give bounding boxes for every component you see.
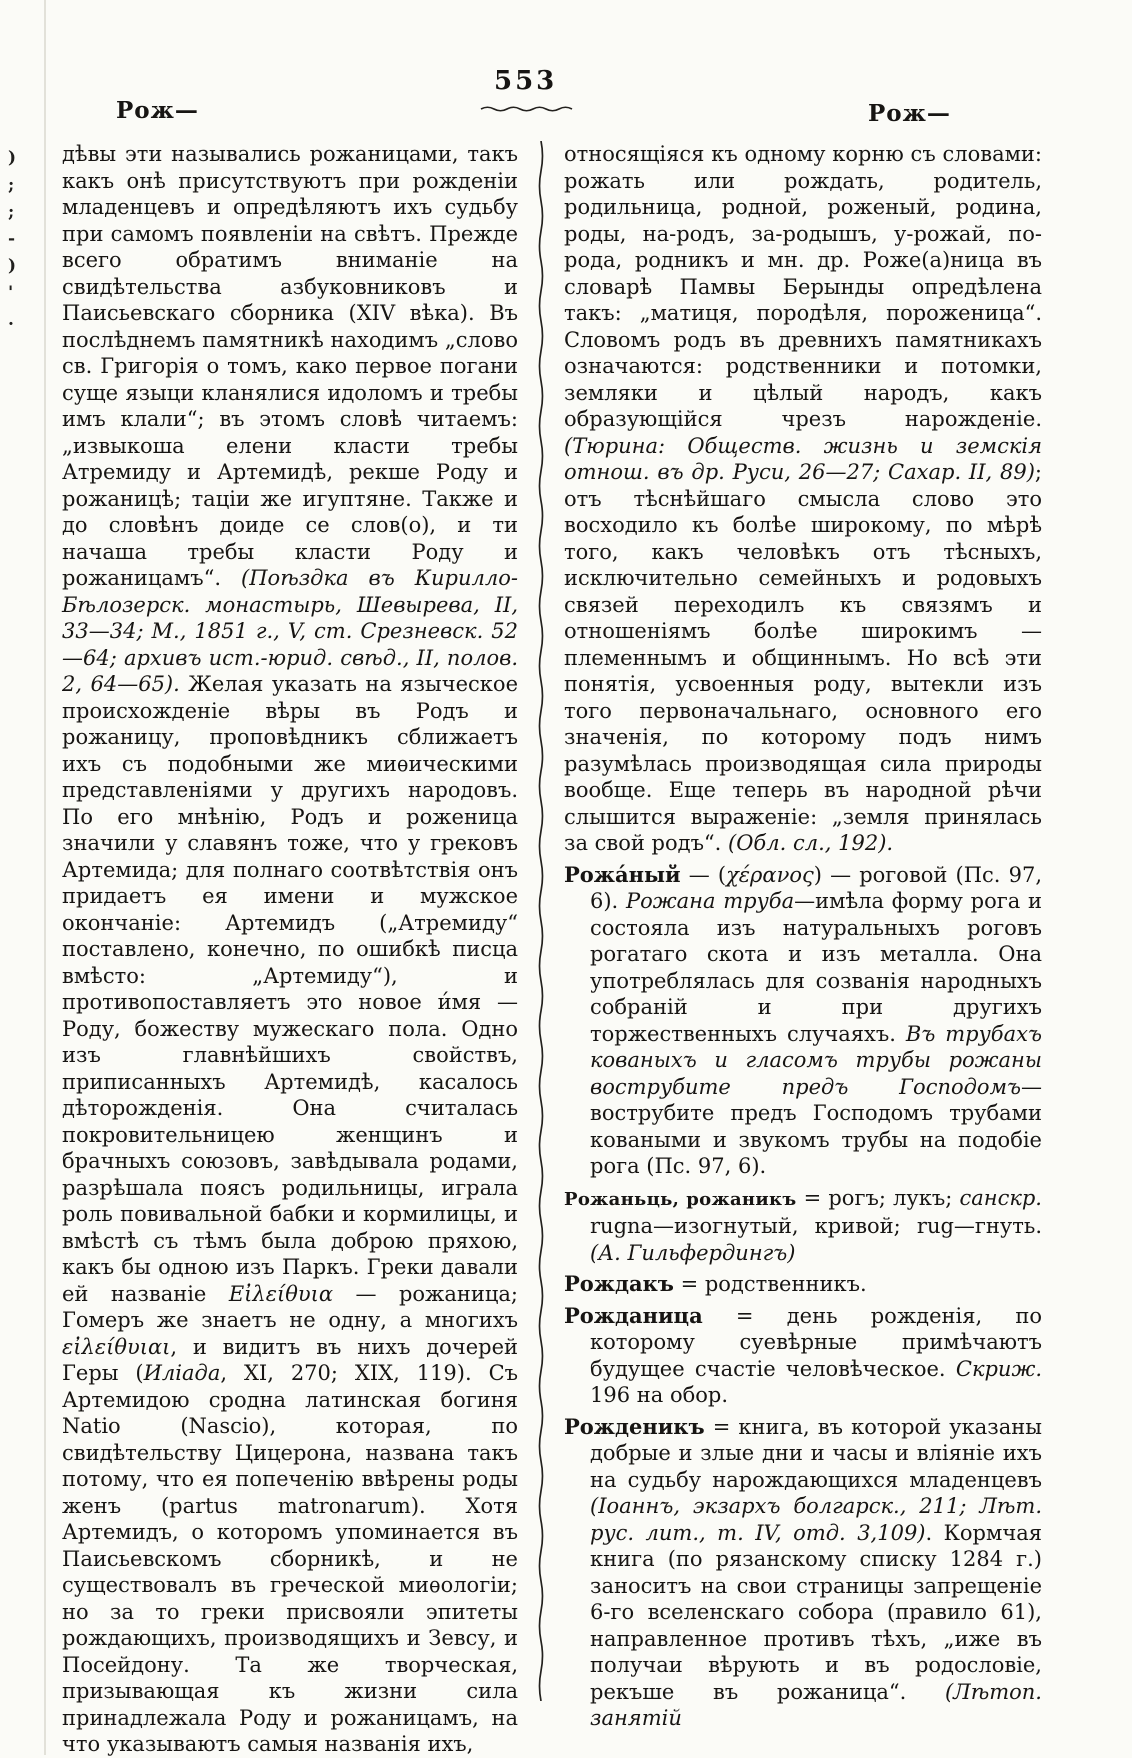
scan-artifact-mark: ;: [8, 175, 15, 195]
text-columns: [62, 141, 1042, 1758]
body-text: дѣвы эти назывались рожаницами, такъ какъ онѣ присутствуютъ при рожденіи младенцевъ и опредѣляютъ ихъ судьбу при самомъ появленіи на свѣтъ. Прежде всего обратимъ вниманіе на свидѣтельства азбуковниковъ и Паисьевскаго сборника (XIV вѣка). Въ послѣднемъ памятникѣ находимъ „слово св. Григорія о томъ, како первое погани суще языци кланялися идоломъ и требы имъ клали“; въ этомъ словѣ читаемъ: „извыкоша елени класти требы Атремиду и Артемидѣ, рекше Роду и рожаницѣ; таціи же игуптяне. Также и до словѣнъ доиде се слов(о), и ти начаша требы класти Роду и рожаницамъ“.: [62, 142, 518, 590]
left-column: [62, 141, 518, 1758]
body-text: . Кормчая книга (по рязанскому списку 1284 г.) заноситъ на свои страницы запрещеніе 6-го вселенскаго собора (правило 61), направленное противъ тѣхъ, „иже въ получаи вѣрують и въ родословіе, рекъше въ рожаница“.: [590, 1520, 1042, 1704]
italic-citation: (Обл. сл., 192).: [728, 831, 894, 855]
body-text: rugna—изогнутый, кривой; rug—гнуть.: [590, 1214, 1042, 1238]
entry-headword: Рожденикъ: [564, 1413, 705, 1439]
column-divider: [518, 141, 564, 1758]
body-text: = день рожденія, по которому суевѣрные примѣчаютъ будущее счастіе человѣческое.: [590, 1303, 1042, 1381]
paragraph: [62, 141, 518, 1758]
body-text: — (: [680, 862, 727, 887]
body-text: относящіяся къ одному корню съ словами: рожать или рождать, родитель, родильница, родной, роженый, родина, роды, на-родъ, за-родышъ, у-рожай, по-рода, родникъ и мн. др. Роже(а)ница въ словарѣ Памвы Берынды опредѣлена такъ: „матиця, породѣля, пороженица“. Словомъ родъ въ древнихъ памятникахъ означаются: родственники и потомки, земляки и цѣлый народъ, какъ образующійся чрезъ нарожденіе.: [564, 142, 1042, 431]
body-text: = рогъ; лукъ;: [796, 1185, 960, 1210]
running-head-right: Рож—: [868, 100, 951, 127]
italic-citation: (Тюрина: Обществ. жизнь и земскія отнош. въ др. Руси, 26—27; Сахар. II, 89): [564, 433, 1042, 484]
scan-artifact-mark: ;: [8, 202, 15, 222]
scan-artifact-mark: ': [8, 283, 14, 303]
scan-artifact-mark: ): [8, 148, 17, 168]
column-divider-rule: [535, 141, 547, 1701]
body-text: Желая указать на языческое происхожденіе вѣры въ Родъ и рожаницу, проповѣдникъ сближаетъ ихъ съ подобными же миѳическими представленіями у другихъ народовъ. По его мнѣнію, Родъ и роженица значили у славянъ тоже, что у грековъ Артемида; для полнаго соотвѣтствія онъ придаетъ ея имени и мужское окончаніе: Артемидъ („Атремиду“ поставлено, конечно, по ошибкѣ писца вмѣсто: „Артемиду“), и противопоставляетъ это новое и́мя — Роду, божеству мужескаго пола. Одно изъ главнѣйшихъ свойствъ, приписанныхъ Артемидѣ, касалось дѣторожденія. Она считалась покровительницею женщинъ и брачныхъ союзовъ, завѣдывала родами, разрѣшала поясъ родильницы, играла роль повивальной бабки и кормилицы, и вмѣстѣ съ тѣмъ была доброю пряхою, какъ бы одною изъ Паркъ. Греки давали ей названіе: [62, 672, 518, 1306]
greek-text: Εἰλείθυια: [228, 1281, 334, 1306]
page-number-underline: [478, 104, 584, 114]
body-text: —имѣла форму рога и состояла изъ натуральныхъ роговъ рогатаго скота и изъ металла. Она употреблялась для созванія народныхъ собраній и при другихъ торжественныхъ случаяхъ.: [590, 889, 1042, 1046]
body-text: ; отъ тѣснѣйшаго смысла слово это восходило къ болѣе широкому, по мѣрѣ того, какъ человѣкъ отъ тѣсныхъ, исключительно семейныхъ и родовыхъ связей переходилъ къ связямъ и отношеніямъ болѣе широкимъ — племеннымъ и общиннымъ. Но всѣ эти понятія, усвоенныя роду, вытекли изъ того первоначальнаго, основного его значенія, по которому подъ нимъ разумѣлась производящая сила природы вообще. Еще теперь въ народной рѣчи слышится выраженіе: „земля принялась за свой родъ“.: [564, 460, 1042, 855]
body-text: , XI, 270; XIX, 119). Съ Артемидою сродна латинская богиня Natio (Nascio), которая, по свидѣтельству Цицерона, названа такъ потому, что ея попеченію ввѣрены роды женъ (partus matronarum). Хотя Артемидъ, о которомъ упоминается въ Паисьевскомъ сборникѣ, и не существовалъ въ греческой миѳологіи; но за то греки присвояли эпитеты рождающихъ, производящихъ и Зевсу, и Посейдону. Та же творческая, призывающая къ жизни сила принадлежала Роду и рожаницамъ, на что указываютъ самыя названія ихъ,: [62, 1361, 518, 1756]
body-text: , и видитъ въ нихъ дочерей Геры (: [62, 1334, 518, 1385]
scan-artifact-mark: .: [8, 310, 14, 330]
italic-citation: Въ трубахъ кованыхъ и гласомъ трубы рожаны вострубите предъ Господомъ: [590, 1021, 1042, 1099]
body-text: ) — роговой (Пс. 97, 6).: [590, 862, 1042, 913]
italic-citation: (Лѣтоп. занятій: [590, 1679, 1042, 1730]
dictionary-entry: [564, 1271, 1042, 1298]
italic-citation: (Поѣздка въ Кирилло-Бѣлозерск. монастырь, Шевырева, II, 33—34; М., 1851 г., V, ст. Срезневск. 52—64; архивъ ист.-юрид. свѣд., II, полов. 2, 64—65).: [62, 566, 518, 696]
entry-headword: Рожаньць, рожаникъ: [564, 1188, 797, 1210]
body-text: = родственникъ.: [673, 1272, 867, 1296]
italic-citation: Скриж.: [955, 1356, 1042, 1381]
page-number: 553: [494, 66, 558, 96]
entry-headword: Рожданица: [564, 1302, 703, 1328]
scan-artifact-mark: -: [8, 229, 16, 249]
body-text: —вострубите предъ Господомъ трубами коваными и звукомъ трубы на подобіе рога (Пс. 97, 6).: [590, 1074, 1042, 1178]
right-column: [564, 141, 1042, 1758]
dictionary-entry: [564, 1303, 1042, 1409]
dictionary-entry: [564, 862, 1042, 1180]
italic-citation: Иліада: [143, 1361, 221, 1385]
italic-citation: санскр.: [959, 1185, 1042, 1210]
italic-citation: Рожана труба: [625, 889, 795, 913]
entry-headword: Рожа́ный: [564, 861, 681, 887]
running-head-left: Рож—: [116, 97, 199, 124]
dictionary-entry: [564, 1185, 1042, 1267]
dictionary-entry: [564, 1414, 1042, 1732]
body-text: = книга, въ которой указаны добрые и злые дни и часы и вліяніе ихъ на судьбу нарождающихся младенцевъ: [590, 1414, 1042, 1492]
body-text: — рожаница; Гомеръ же знаетъ не одну, а многихъ: [62, 1281, 518, 1332]
scan-artifact-mark: ): [8, 256, 17, 276]
italic-citation: (Іоаннъ, экзархъ болгарск., 211; Лѣт. рус. лит., т. IV, отд. 3,109): [590, 1494, 1042, 1545]
greek-text: εἰλείθυιαι: [62, 1334, 171, 1359]
scan-fold-line: [44, 0, 46, 1755]
paragraph: [564, 141, 1042, 857]
entry-headword: Рождакъ: [564, 1271, 674, 1296]
italic-citation: (А. Гильфердингъ): [590, 1240, 796, 1265]
body-text: 196 на обор.: [590, 1383, 728, 1407]
greek-text: χέρανος: [726, 862, 814, 887]
